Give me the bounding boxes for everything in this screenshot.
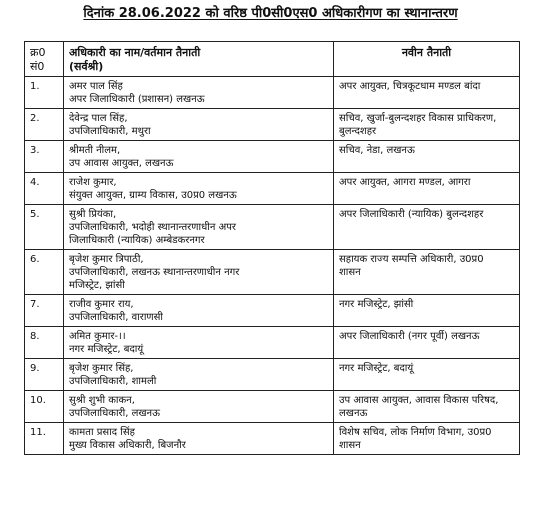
new-posting-cell [334,391,520,423]
officer-line: उपजिलाधिकारी, वाराणसी [69,312,163,323]
new-posting-line: विशेष सचिव, लोक निर्माण विभाग, उ0प्र0 [339,427,492,438]
transfer-table [24,41,520,455]
officer-cell [64,205,334,250]
new-posting-line: अपर जिलाधिकारी (नगर पूर्वी) लखनऊ [339,331,480,342]
officer-line: उपजिलाधिकारी, शामली [69,376,157,387]
officer-line: सुश्री प्रियंका, [69,209,117,220]
table-row [25,141,520,173]
officer-line: उपजिलाधिकारी, भदोही स्थानान्तरणाधीन अपर [69,222,236,233]
officer-line: कामता प्रसाद सिंह [69,427,135,438]
new-posting-cell [334,359,520,391]
new-posting-line: लखनऊ [339,408,368,419]
table-row [25,173,520,205]
table-row [25,295,520,327]
new-posting-cell [334,141,520,173]
officer-line: देवेन्द्र पाल सिंह, [69,113,128,124]
new-posting-line: अपर आयुक्त, चित्रकूटधाम मण्डल बांदा [339,81,481,92]
officer-line: बृजेश कुमार त्रिपाठी, [69,254,144,265]
officer-line: अपर जिलाधिकारी (प्रशासन) लखनऊ [69,94,205,105]
new-posting-cell [334,173,520,205]
serial-number-cell: 3. [25,141,64,173]
officer-header-line-2: (सर्वश्री) [69,60,104,73]
new-posting-line: शासन [339,267,361,278]
officer-line: संयुक्त आयुक्त, ग्राम्य विकास, उ0प्र0 लखनऊ [69,190,237,201]
officer-cell [64,327,334,359]
table-row [25,250,520,295]
serial-number-cell: 7. [25,295,64,327]
officer-line: अमित कुमार-।। [69,331,126,342]
officer-line: उपजिलाधिकारी, मथुरा [69,126,151,137]
new-posting-cell [334,327,520,359]
table-row [25,205,520,250]
officer-line: जिलाधिकारी (न्यायिक) अम्बेडकरनगर [69,235,205,246]
serial-number-cell: 10. [25,391,64,423]
serial-number-cell: 11. [25,423,64,455]
document-title [0,5,541,23]
new-posting-cell [334,423,520,455]
table-row [25,391,520,423]
new-posting-line: सचिव, खुर्जा-बुलन्दशहर विकास प्राधिकरण, [339,113,497,124]
officer-cell [64,250,334,295]
new-posting-cell [334,205,520,250]
new-posting-line: नगर मजिस्ट्रेट, झांसी [339,299,414,310]
new-posting-cell [334,295,520,327]
table-row [25,109,520,141]
table-row [25,423,520,455]
serial-number-cell: 1. [25,77,64,109]
serial-number-cell: 2. [25,109,64,141]
new-posting-line: अपर जिलाधिकारी (न्यायिक) बुलन्दशहर [339,209,484,220]
new-posting-cell [334,77,520,109]
officer-cell [64,173,334,205]
officer-line: अमर पाल सिंह [69,81,123,92]
new-posting-line: उप आवास आयुक्त, आवास विकास परिषद, [339,395,499,406]
officer-line: उपजिलाधिकारी, लखनऊ स्थानान्तरणाधीन नगर [69,267,240,278]
officer-header [64,42,334,77]
officer-line: मजिस्ट्रेट, झांसी [69,280,125,291]
serial-header-line-1: क्र0 [30,46,46,59]
table-row [25,359,520,391]
new-posting-line: बुलन्दशहर [339,126,377,137]
new-posting-line: सचिव, नेडा, लखनऊ [339,145,415,156]
officer-cell [64,359,334,391]
officer-cell [64,77,334,109]
officer-cell [64,423,334,455]
serial-number-cell: 8. [25,327,64,359]
serial-number-cell: 4. [25,173,64,205]
officer-line: उपजिलाधिकारी, लखनऊ [69,408,160,419]
serial-number-header [25,42,64,77]
table-row [25,77,520,109]
officer-line: मुख्य विकास अधिकारी, बिजनौर [69,440,186,451]
table-header-row [25,42,520,77]
officer-line: बृजेश कुमार सिंह, [69,363,134,374]
new-posting-header: नवीन तैनाती [334,42,520,77]
officer-header-line-1: अधिकारी का नाम/वर्तमान तैनाती [69,46,201,59]
new-posting-cell [334,250,520,295]
new-posting-cell [334,109,520,141]
officer-cell [64,391,334,423]
new-posting-line: अपर आयुक्त, आगरा मण्डल, आगरा [339,177,471,188]
new-posting-line: शासन [339,440,361,451]
new-posting-line: सहायक राज्य सम्पत्ति अधिकारी, उ0प्र0 [339,254,484,265]
table-row [25,327,520,359]
officer-cell [64,295,334,327]
serial-number-cell: 5. [25,205,64,250]
table-body [25,77,520,455]
serial-header-line-2: सं0 [30,60,45,73]
officer-line: उप आवास आयुक्त, लखनऊ [69,158,174,169]
new-posting-line: नगर मजिस्ट्रेट, बदायूं [339,363,414,374]
officer-cell [64,141,334,173]
officer-cell [64,109,334,141]
officer-line: सुश्री शुभी काकन, [69,395,135,406]
officer-line: श्रीमती नीलम, [69,145,121,156]
officer-line: नगर मजिस्ट्रेट, बदायूं [69,344,144,355]
officer-line: राजेश कुमार, [69,177,117,188]
officer-line: राजीव कुमार राय, [69,299,134,310]
serial-number-cell: 6. [25,250,64,295]
serial-number-cell: 9. [25,359,64,391]
document-title-text: दिनांक 28.06.2022 को वरिष्ठ पी0सी0एस0 अधिकारीगण का स्थानान्तरण [83,6,458,21]
